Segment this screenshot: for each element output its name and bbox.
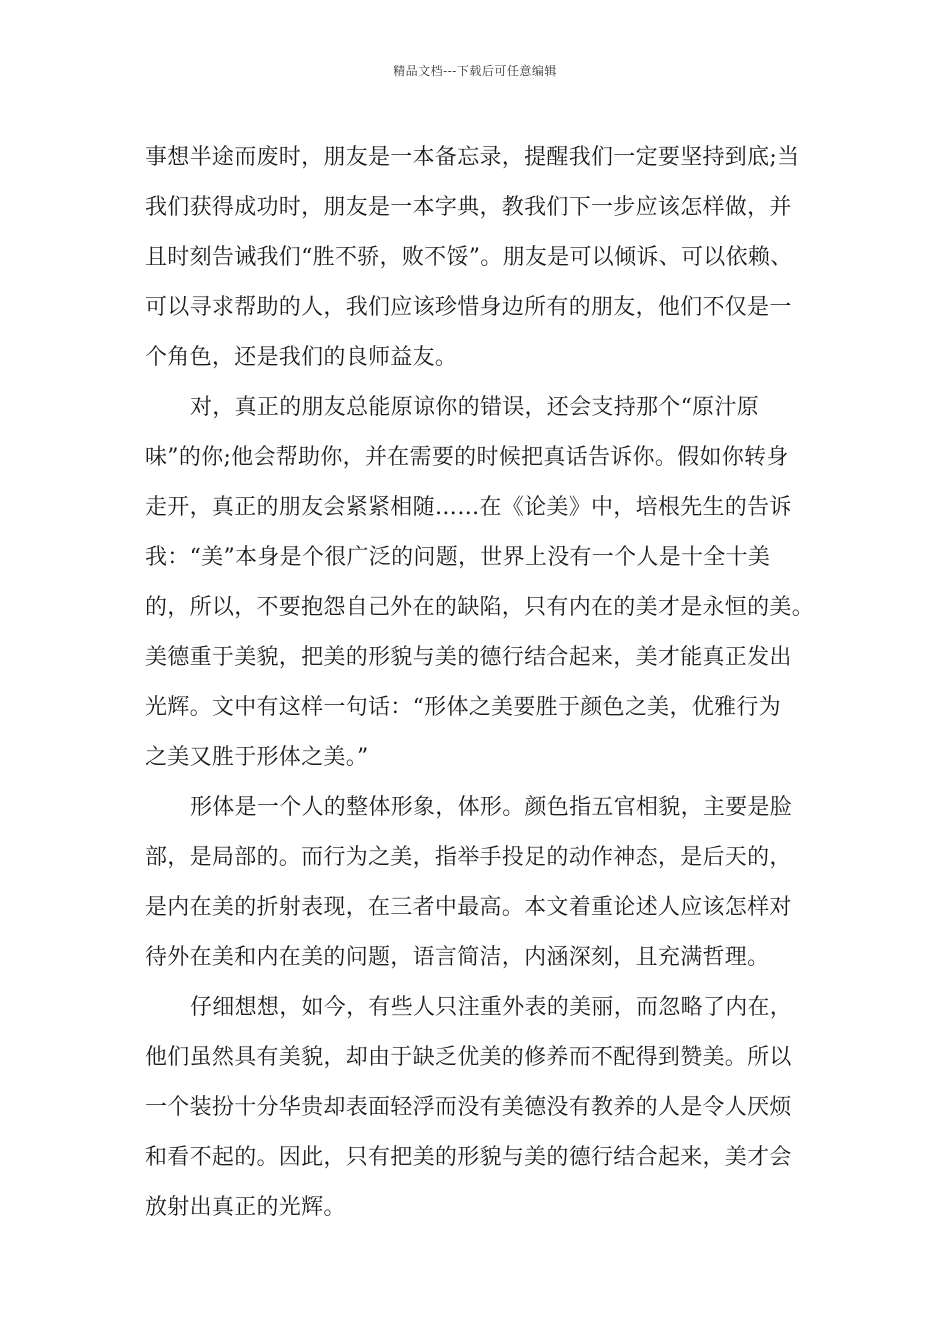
text-line: 可以寻求帮助的人，我们应该珍惜身边所有的朋友，他们不仅是一 [145, 295, 792, 320]
text-line: 且时刻告诫我们“胜不骄，败不馁”。朋友是可以倾诉、可以依赖、 [145, 245, 793, 270]
paragraph-2 [145, 383, 815, 783]
text-line: 走开，真正的朋友会紧紧相随……在《论美》中，培根先生的告诉 [145, 495, 792, 520]
text-line: 仔细想想，如今，有些人只注重外表的美丽，而忽略了内在， [190, 995, 793, 1020]
text-line: 我：“美”本身是个很广泛的问题，世界上没有一个人是十全十美 [145, 545, 771, 570]
text-line: 部，是局部的。而行为之美，指举手投足的动作神态，是后天的， [145, 845, 792, 870]
text-line: 光辉。文中有这样一句话：“形体之美要胜于颜色之美，优雅行为 [145, 695, 781, 720]
text-line: 是内在美的折射表现，在三者中最高。本文着重论述人应该怎样对 [145, 895, 792, 920]
paragraph-4 [145, 983, 810, 1233]
text-line: 一个装扮十分华贵却表面轻浮而没有美德没有教养的人是令人厌烦 [145, 1095, 792, 1120]
text-line: 形体是一个人的整体形象，体形。颜色指五官相貌，主要是脸 [190, 795, 793, 820]
text-line: 味”的你;他会帮助你，并在需要的时候把真话告诉你。假如你转身 [145, 445, 789, 470]
text-line: 待外在美和内在美的问题，语言简洁，内涵深刻，且充满哲理。 [145, 945, 770, 970]
text-line: 的，所以，不要抱怨自己外在的缺陷，只有内在的美才是永恒的美。 [145, 595, 815, 620]
paragraph-3 [145, 783, 810, 983]
page-header: 精品文档---下载后可任意编辑 [393, 64, 557, 78]
paragraph-1 [145, 133, 810, 383]
text-line: 和看不起的。因此，只有把美的形貌与美的德行结合起来，美才会 [145, 1145, 792, 1170]
text-line: 事想半途而废时，朋友是一本备忘录，提醒我们一定要坚持到底;当 [145, 145, 800, 170]
body-text [145, 133, 815, 1233]
text-line: 他们虽然具有美貌，却由于缺乏优美的修养而不配得到赞美。所以 [145, 1045, 792, 1070]
text-line: 个角色，还是我们的良师益友。 [145, 345, 458, 370]
text-line: 放射出真正的光辉。 [145, 1195, 346, 1220]
text-line: 我们获得成功时，朋友是一本字典，教我们下一步应该怎样做，并 [145, 195, 792, 220]
text-line: 对，真正的朋友总能原谅你的错误，还会支持那个“原汁原 [190, 395, 760, 420]
text-line: 之美又胜于形体之美。” [145, 745, 369, 770]
text-line: 美德重于美貌，把美的形貌与美的德行结合起来，美才能真正发出 [145, 645, 792, 670]
